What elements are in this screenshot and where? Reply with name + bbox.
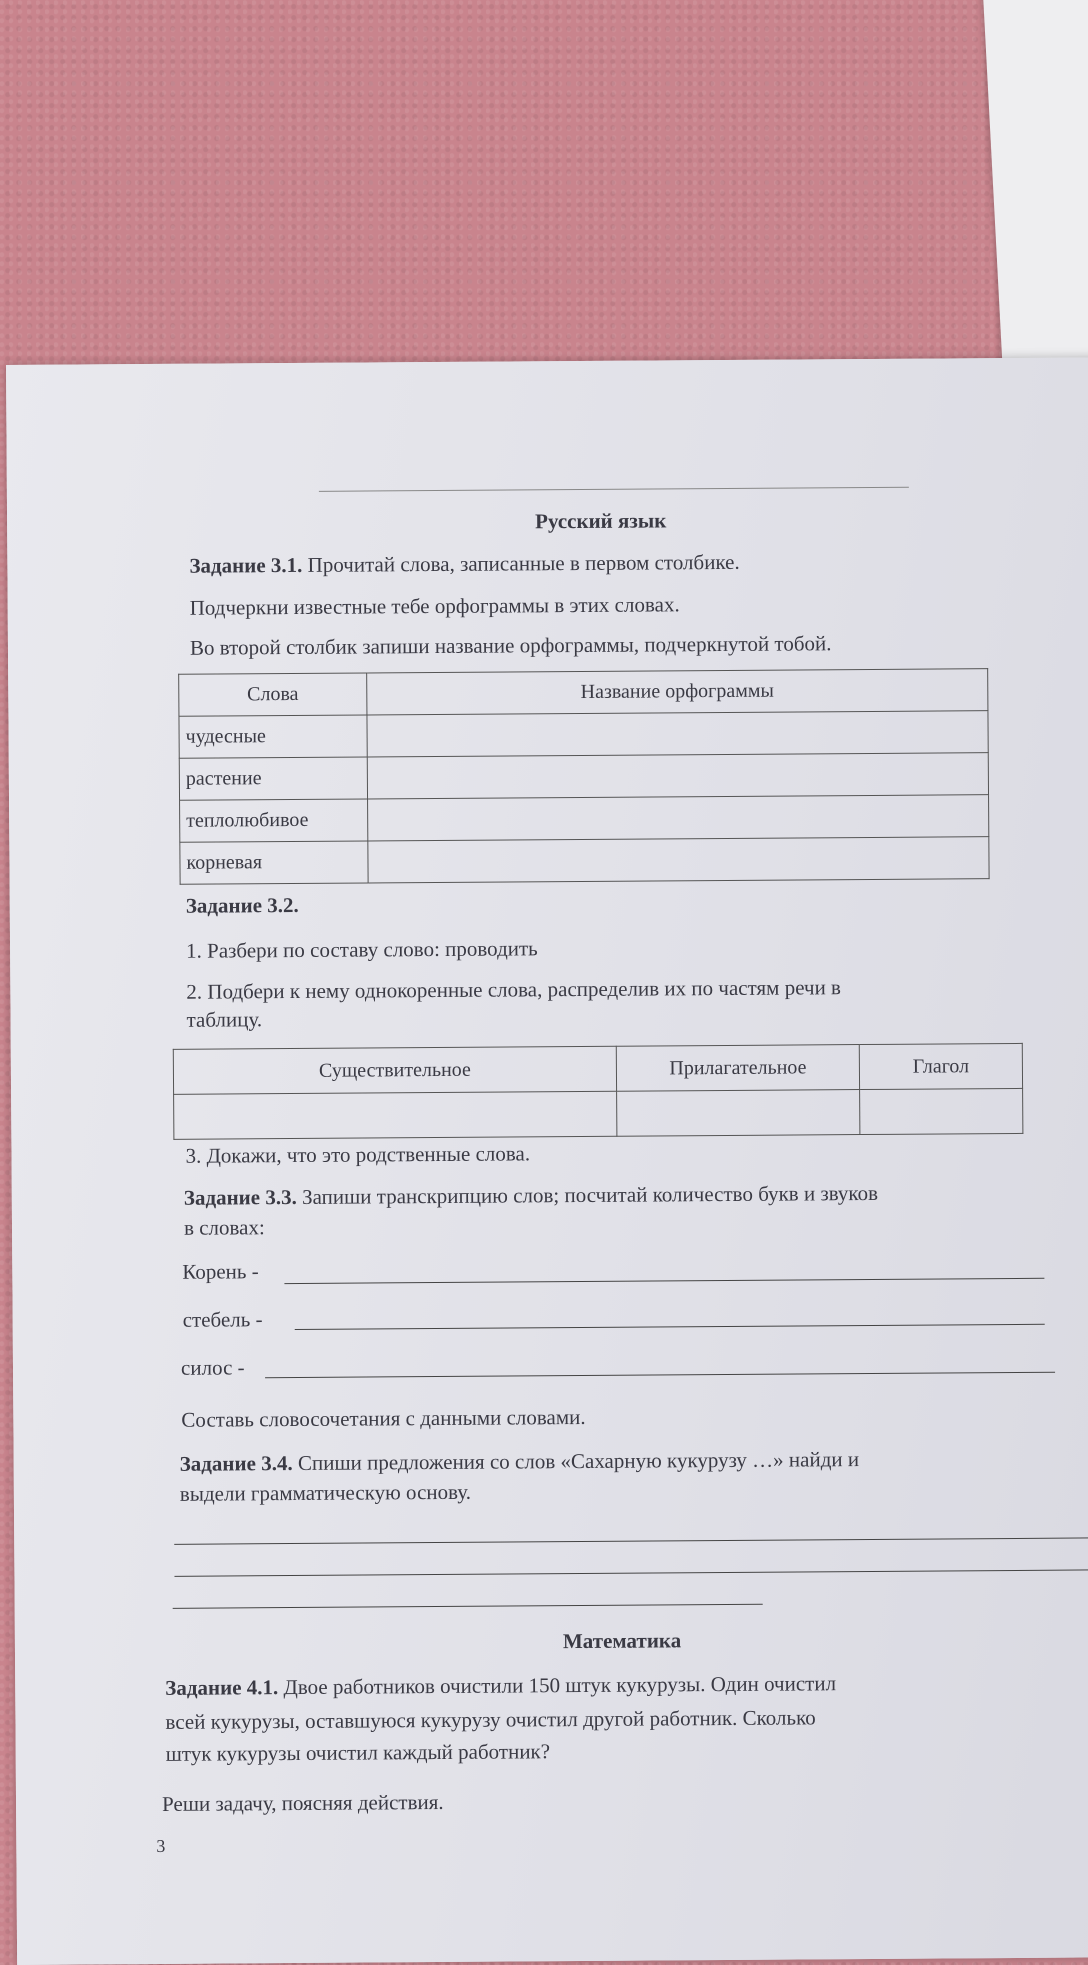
task-3-2-line2b: таблицу. [186,1007,263,1032]
answer-cell[interactable] [368,795,989,841]
header-rule [319,487,909,492]
task-3-4-line1: Задание 3.4. Спиши предложения со слов «Сахарную кукурузу …» найди и [179,1447,860,1476]
answer-line[interactable] [174,1569,1088,1576]
word-prompt: стебель - [182,1307,263,1332]
task-4-1-line3: штук кукурузы очистил каждый работник? [165,1739,551,1766]
task-3-1-line2: Подчеркни известные тебе орфограммы в этих словах. [189,592,680,620]
answer-line[interactable] [265,1372,1055,1379]
task-3-4-label: Задание 3.4. [179,1451,293,1476]
section-heading-russian: Русский язык [535,508,667,534]
word-prompt: Корень - [182,1259,259,1284]
task-3-2-line1: 1. Разбери по составу слово: проводить [186,936,538,963]
task-4-1-line4: Реши задачу, поясняя действия. [161,1789,444,1816]
page-number: 3 [156,1835,166,1856]
table-row [179,753,988,801]
task-3-3-line1: Задание 3.3. Запиши транскрипцию слов; посчитай количество букв и звуков [183,1180,879,1210]
answer-cell[interactable] [368,837,989,883]
word-cell: теплолюбивое [180,799,368,842]
task-3-1-label: Задание 3.1. [189,552,303,578]
task-4-1-line2: всей кукурузы, оставшуюся кукурузу очистил другой работник. Сколько [165,1705,816,1734]
parts-of-speech-table [173,1043,1024,1140]
task-3-3-label: Задание 3.3. [183,1184,297,1210]
table-row [174,1088,1023,1139]
task-4-1-line1: Задание 4.1. Двое работников очистили 150 штук кукурузы. Один очистил [165,1671,837,1700]
task-3-1-line3: Во второй столбик запиши название орфограммы, подчеркнутой тобой. [189,631,832,660]
table-row [180,795,989,843]
word-cell: чудесные [179,715,367,758]
answer-cell[interactable] [617,1090,860,1137]
answer-cell[interactable] [367,753,988,799]
word-cell: растение [179,757,367,800]
task-3-1-line1 [189,550,739,579]
table-row [180,837,989,885]
task-3-2-label: Задание 3.2. [185,892,299,918]
task-3-3-after: Составь словосочетания с данными словами. [181,1404,586,1432]
task-3-1-text: Прочитай слова, записанные в первом столбике. [307,549,740,577]
table-header: Прилагательное [616,1045,859,1092]
task-3-2-line2: 2. Подбери к нему однокоренные слова, распределив их по частям речи в [186,975,842,1004]
table-header: Глагол [859,1043,1022,1089]
answer-line[interactable] [284,1278,1044,1284]
orthogram-table [178,668,989,885]
answer-cell[interactable] [860,1088,1023,1134]
answer-line[interactable] [174,1537,1088,1544]
task-4-1-label: Задание 4.1. [165,1675,279,1700]
word-prompt: силос - [180,1355,245,1380]
task-3-3-line1b: в словах: [183,1215,265,1240]
table-header: Существительное [173,1046,616,1094]
answer-line[interactable] [173,1604,763,1609]
worksheet-page [6,357,1088,1965]
table-header: Слова [179,673,367,716]
task-3-2-line3: 3. Докажи, что это родственные слова. [185,1141,531,1168]
task-3-4-line1b: выдели грамматическую основу. [179,1479,472,1506]
answer-cell[interactable] [174,1091,617,1139]
word-cell: корневая [180,841,368,884]
table-header: Название орфограммы [367,669,988,715]
section-heading-math: Математика [562,1628,682,1654]
answer-cell[interactable] [367,711,988,757]
answer-line[interactable] [295,1324,1045,1330]
table-row [179,711,988,759]
